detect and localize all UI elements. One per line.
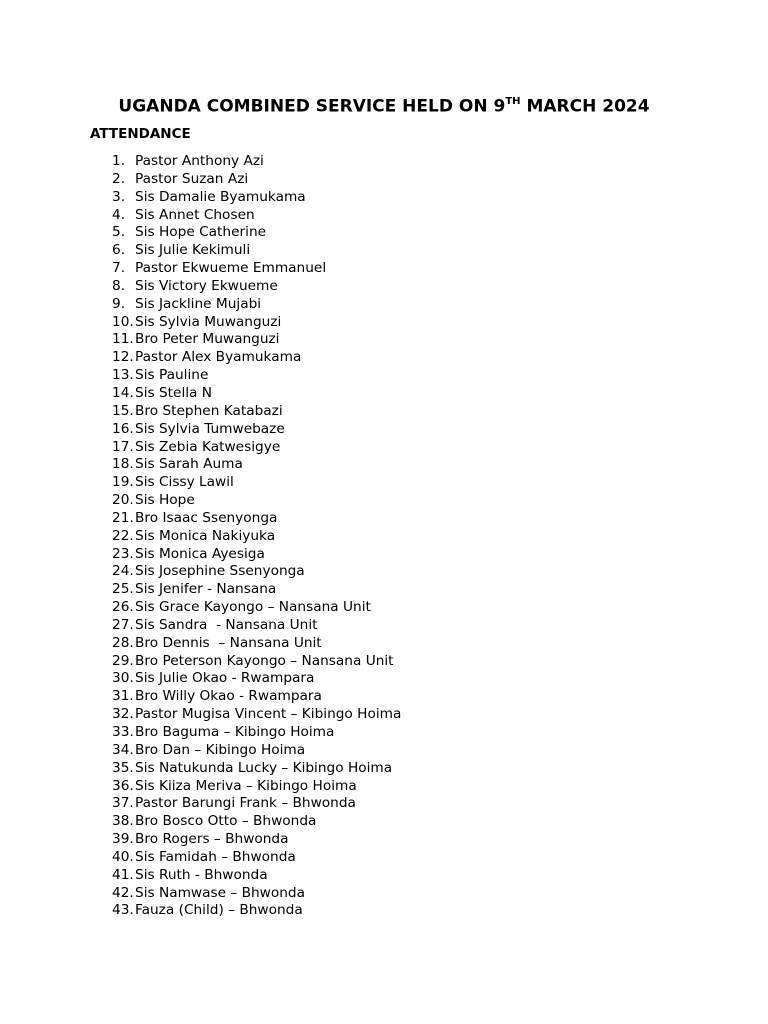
attendee-name: Sis Hope Catherine (135, 224, 267, 241)
list-item-number: 5. (112, 224, 126, 241)
attendee-name: Sis Pauline (135, 367, 209, 384)
attendance-list (112, 153, 401, 920)
list-item-number: 8. (112, 277, 126, 294)
list-item-number: 7. (112, 260, 126, 277)
list-item (112, 510, 401, 528)
list-item (112, 456, 401, 474)
list-item-number: 4. (112, 206, 126, 223)
list-item-number: 23. (112, 545, 134, 562)
attendee-name: Sis Damalie Byamukama (135, 188, 306, 205)
list-item (112, 831, 401, 849)
list-item-number: 3. (112, 188, 126, 205)
attendee-name: Bro Willy Okao - Rwampara (135, 688, 322, 705)
list-item-number: 36. (112, 777, 134, 794)
attendee-name: Sis Hope (135, 492, 195, 509)
list-item (112, 474, 401, 492)
list-item (112, 492, 401, 510)
list-item (112, 795, 401, 813)
list-item-number: 31. (112, 688, 134, 705)
attendee-name: Bro Dan – Kibingo Hoima (135, 741, 306, 758)
list-item-number: 1. (112, 153, 126, 169)
attendee-name: Sis Natukunda Lucky – Kibingo Hoima (135, 759, 393, 776)
list-item-number: 18. (112, 456, 134, 473)
attendee-name: Bro Isaac Ssenyonga (135, 509, 278, 526)
list-item-number: 26. (112, 599, 134, 616)
list-item (112, 778, 401, 796)
list-item (112, 171, 401, 189)
title-main-text: UGANDA COMBINED SERVICE HELD ON 9 (118, 96, 506, 117)
attendee-name: Bro Peterson Kayongo – Nansana Unit (135, 652, 394, 669)
list-item (112, 742, 401, 760)
list-item-number: 6. (112, 242, 126, 259)
list-item-number: 11. (112, 331, 134, 348)
list-item-number: 9. (112, 295, 126, 312)
attendee-name: Sis Sylvia Muwanguzi (135, 313, 282, 330)
list-item-number: 30. (112, 670, 134, 687)
attendee-name: Pastor Barungi Frank – Bhwonda (135, 795, 356, 812)
list-item-number: 15. (112, 402, 134, 419)
list-item-number: 2. (112, 170, 126, 187)
list-item-number: 13. (112, 367, 134, 384)
list-item (112, 439, 401, 457)
list-item (112, 599, 401, 617)
list-item (112, 331, 401, 349)
list-item (112, 706, 401, 724)
attendance-heading: ATTENDANCE (90, 126, 191, 142)
list-item (112, 278, 401, 296)
list-item-number: 19. (112, 474, 134, 491)
attendee-name: Fauza (Child) – Bhwonda (135, 902, 303, 919)
list-item-number: 41. (112, 866, 134, 883)
attendee-name: Sis Sarah Auma (135, 456, 243, 473)
list-item-number: 33. (112, 724, 134, 740)
attendee-name: Pastor Anthony Azi (135, 153, 264, 169)
attendee-name: Bro Stephen Katabazi (135, 402, 283, 419)
attendee-name: Sis Josephine Ssenyonga (135, 563, 305, 580)
attendee-name: Sis Ruth - Bhwonda (135, 866, 268, 883)
attendee-name: Sis Famidah – Bhwonda (135, 848, 296, 865)
attendee-name: Bro Rogers – Bhwonda (135, 831, 289, 848)
attendee-name: Pastor Alex Byamukama (135, 349, 302, 366)
attendee-name: Bro Dennis – Nansana Unit (135, 634, 322, 651)
list-item-number: 35. (112, 759, 134, 776)
list-item (112, 421, 401, 439)
attendee-name: Pastor Suzan Azi (135, 170, 249, 187)
attendee-name: Bro Bosco Otto – Bhwonda (135, 813, 317, 830)
list-item-number: 39. (112, 831, 134, 848)
list-item (112, 367, 401, 385)
list-item (112, 349, 401, 367)
list-item-number: 43. (112, 902, 134, 919)
list-item (112, 296, 401, 314)
list-item (112, 546, 401, 564)
attendee-name: Sis Annet Chosen (135, 206, 255, 223)
list-item (112, 760, 401, 778)
list-item (112, 581, 401, 599)
list-item-number: 14. (112, 384, 134, 401)
list-item (112, 849, 401, 867)
attendee-name: Sis Jackline Mujabi (135, 295, 262, 312)
list-item-number: 20. (112, 492, 134, 509)
list-item-number: 21. (112, 509, 134, 526)
list-item (112, 403, 401, 421)
attendee-name: Sis Victory Ekwueme (135, 277, 278, 294)
attendee-name: Sis Sandra - Nansana Unit (135, 616, 318, 633)
list-item (112, 207, 401, 225)
list-item (112, 563, 401, 581)
list-item (112, 153, 401, 171)
document-title (0, 92, 768, 118)
list-item-number: 28. (112, 634, 134, 651)
attendee-name: Sis Jenifer - Nansana (135, 581, 277, 598)
list-item (112, 224, 401, 242)
list-item (112, 688, 401, 706)
list-item (112, 902, 401, 920)
list-item (112, 314, 401, 332)
attendee-name: Sis Grace Kayongo – Nansana Unit (135, 599, 371, 616)
list-item-number: 42. (112, 884, 134, 901)
list-item (112, 670, 401, 688)
attendee-name: Sis Kiiza Meriva – Kibingo Hoima (135, 777, 357, 794)
list-item-number: 27. (112, 616, 134, 633)
list-item-number: 40. (112, 848, 134, 865)
list-item (112, 385, 401, 403)
attendee-name: Pastor Ekwueme Emmanuel (135, 260, 327, 277)
list-item-number: 12. (112, 349, 134, 366)
list-item-number: 29. (112, 652, 134, 669)
attendee-name: Sis Monica Ayesiga (135, 545, 265, 562)
list-item (112, 867, 401, 885)
list-item-number: 10. (112, 313, 134, 330)
list-item-number: 22. (112, 527, 134, 544)
list-item-number: 24. (112, 563, 134, 580)
list-item (112, 635, 401, 653)
list-item-number: 38. (112, 813, 134, 830)
attendee-name: Sis Monica Nakiyuka (135, 527, 276, 544)
list-item (112, 617, 401, 635)
attendee-name: Sis Cissy Lawil (135, 474, 234, 491)
title-end-text: MARCH 2024 (520, 96, 650, 117)
list-item (112, 813, 401, 831)
attendee-name: Sis Stella N (135, 384, 213, 401)
list-item (112, 724, 401, 742)
list-item-number: 37. (112, 795, 134, 812)
list-item-number: 32. (112, 706, 134, 723)
attendee-name: Sis Zebia Katwesigye (135, 438, 281, 455)
list-item (112, 260, 401, 278)
list-item-number: 16. (112, 420, 134, 437)
list-item-number: 34. (112, 741, 134, 758)
attendee-name: Sis Sylvia Tumwebaze (135, 420, 285, 437)
list-item (112, 653, 401, 671)
attendee-name: Pastor Mugisa Vincent – Kibingo Hoima (135, 706, 402, 723)
list-item-number: 25. (112, 581, 134, 598)
attendee-name: Bro Peter Muwanguzi (135, 331, 280, 348)
list-item-number: 17. (112, 438, 134, 455)
attendee-name: Sis Julie Kekimuli (135, 242, 251, 259)
title-superscript: TH (505, 96, 521, 107)
list-item (112, 189, 401, 207)
list-item (112, 528, 401, 546)
attendee-name: Sis Namwase – Bhwonda (135, 884, 305, 901)
attendee-name: Sis Julie Okao - Rwampara (135, 670, 315, 687)
list-item (112, 242, 401, 260)
attendee-name: Bro Baguma – Kibingo Hoima (135, 724, 335, 740)
list-item (112, 885, 401, 903)
